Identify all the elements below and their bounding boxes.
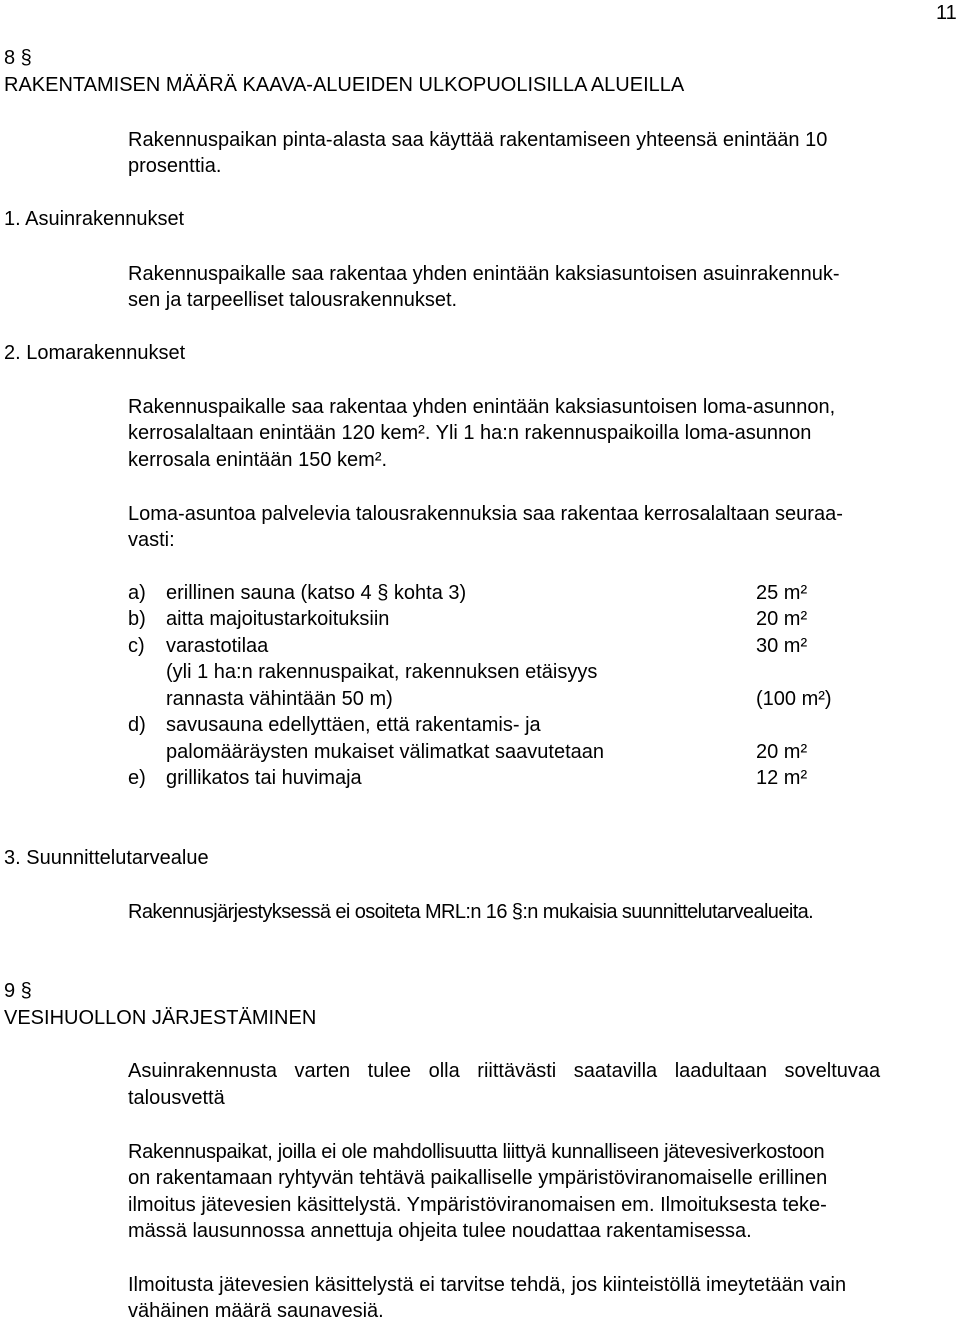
list-item bbox=[128, 659, 888, 685]
list-area: 20 m² bbox=[756, 741, 808, 763]
list-area: 12 m² bbox=[756, 767, 808, 789]
text-line: Rakennuspaikan pinta-alasta saa käyttää rakentamiseen yhteensä enintään 10 bbox=[128, 129, 828, 151]
text-line: on rakentamaan ryhtyvän tehtävä paikalliselle ympäristöviranomaiselle erillinen bbox=[128, 1167, 828, 1189]
page-number: 11 bbox=[936, 2, 957, 24]
text-line: Rakennuspaikalle saa rakentaa yhden enintään kaksiasuntoisen loma-asunnon, bbox=[128, 396, 836, 418]
list-area: 30 m² bbox=[756, 635, 808, 657]
list-letter: c) bbox=[128, 635, 145, 657]
text-line: kerrosala enintään 150 kem². bbox=[128, 449, 388, 471]
item-3-text: Rakennusjärjestyksessä ei osoiteta MRL:n 16 §:n mukaisia suunnittelutarvealueita. bbox=[128, 901, 814, 923]
text-line: vasti: bbox=[128, 529, 175, 551]
text-line: ilmoitus jätevesien käsittelystä. Ympäristöviranomaisen em. Ilmoituksesta teke- bbox=[128, 1194, 827, 1216]
text-line: prosenttia. bbox=[128, 155, 222, 177]
list-area: (100 m²) bbox=[756, 688, 832, 710]
list-item bbox=[128, 712, 888, 738]
text-line: Rakennuspaikat, joilla ei ole mahdollisuutta liittyä kunnalliseen jätevesiverkostoon bbox=[128, 1141, 825, 1163]
list-text: (yli 1 ha:n rakennuspaikat, rakennuksen etäisyys bbox=[166, 661, 598, 683]
item-1-title: 1. Asuinrakennukset bbox=[4, 208, 185, 230]
list-item bbox=[128, 606, 888, 632]
list-text: varastotilaa bbox=[166, 635, 269, 657]
list-text: savusauna edellyttäen, että rakentamis- ja bbox=[166, 714, 541, 736]
item-2-title: 2. Lomarakennukset bbox=[4, 342, 186, 364]
list-letter: a) bbox=[128, 582, 146, 604]
list-item bbox=[128, 580, 888, 606]
list-text: grillikatos tai huvimaja bbox=[166, 767, 362, 789]
list-text: palomääräysten mukaiset välimatkat saavutetaan bbox=[166, 741, 605, 763]
text-line: sen ja tarpeelliset talousrakennukset. bbox=[128, 289, 458, 311]
text-line: Asuinrakennusta varten tulee olla riittävästi saatavilla laadultaan soveltuvaa bbox=[128, 1060, 881, 1082]
list-item bbox=[128, 633, 888, 659]
text-line: Loma-asuntoa palvelevia talousrakennuksia saa rakentaa kerrosalaltaan seuraa- bbox=[128, 503, 843, 525]
text-line: vähäinen määrä saunavesiä. bbox=[128, 1300, 384, 1322]
section-8-number: 8 § bbox=[4, 47, 32, 69]
section-9-heading: VESIHUOLLON JÄRJESTÄMINEN bbox=[4, 1007, 317, 1029]
text-line: mässä lausunnossa annettuja ohjeita tulee noudattaa rakentamisessa. bbox=[128, 1220, 752, 1242]
list-text: erillinen sauna (katso 4 § kohta 3) bbox=[166, 582, 467, 604]
section-9-number: 9 § bbox=[4, 980, 32, 1002]
list-item bbox=[128, 739, 888, 765]
list-area: 25 m² bbox=[756, 582, 808, 604]
text-line: talousvettä bbox=[128, 1087, 225, 1109]
section-8-heading: RAKENTAMISEN MÄÄRÄ KAAVA-ALUEIDEN ULKOPUOLISILLA ALUEILLA bbox=[4, 74, 685, 96]
list-item bbox=[128, 765, 888, 791]
list-item bbox=[128, 686, 888, 712]
list-text: aitta majoitustarkoituksiin bbox=[166, 608, 390, 630]
list-area: 20 m² bbox=[756, 608, 808, 630]
text-line: kerrosalaltaan enintään 120 kem². Yli 1 ha:n rakennuspaikoilla loma-asunnon bbox=[128, 422, 812, 444]
list-letter: e) bbox=[128, 767, 146, 789]
item-3-title: 3. Suunnittelutarvealue bbox=[4, 847, 209, 869]
list-letter: d) bbox=[128, 714, 146, 736]
text-line: Rakennuspaikalle saa rakentaa yhden enintään kaksiasuntoisen asuinrakennuk- bbox=[128, 263, 840, 285]
list-text: rannasta vähintään 50 m) bbox=[166, 688, 393, 710]
text-line: Ilmoitusta jätevesien käsittelystä ei tarvitse tehdä, jos kiinteistöllä imeytetään vain bbox=[128, 1274, 847, 1296]
list-letter: b) bbox=[128, 608, 146, 630]
